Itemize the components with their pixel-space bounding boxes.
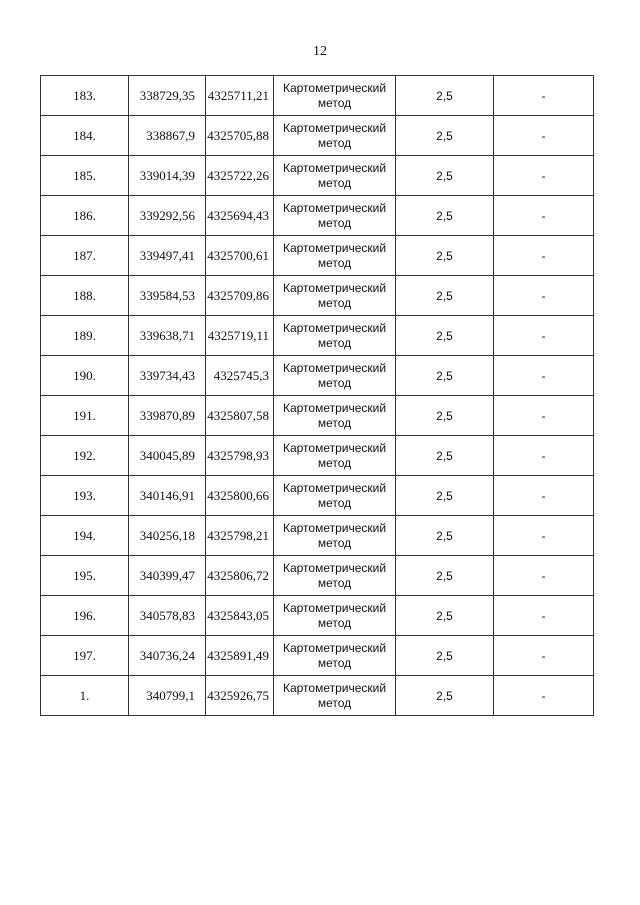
method-line-1: Картометрический — [282, 160, 387, 175]
table-row — [41, 196, 594, 236]
accuracy-cell: 2,5 — [396, 196, 494, 236]
accuracy-cell: 2,5 — [396, 516, 494, 556]
method-line-1: Картометрический — [282, 80, 387, 95]
method-line-2: метод — [317, 335, 352, 350]
x-coordinate-cell: 338729,35 — [129, 76, 206, 116]
accuracy-cell: 2,5 — [396, 676, 494, 716]
method-cell — [274, 276, 396, 316]
note-cell: - — [494, 196, 594, 236]
y-coordinate-cell: 4325745,3 — [206, 356, 274, 396]
method-cell — [274, 396, 396, 436]
point-number-cell: 191. — [41, 396, 129, 436]
note-cell: - — [494, 476, 594, 516]
method-line-1: Картометрический — [282, 240, 387, 255]
note-cell: - — [494, 596, 594, 636]
method-cell — [274, 556, 396, 596]
accuracy-cell: 2,5 — [396, 316, 494, 356]
table-row — [41, 156, 594, 196]
accuracy-cell: 2,5 — [396, 156, 494, 196]
x-coordinate-cell: 339497,41 — [129, 236, 206, 276]
method-line-2: метод — [317, 495, 352, 510]
point-number-cell: 187. — [41, 236, 129, 276]
y-coordinate-cell: 4325891,49 — [206, 636, 274, 676]
table-row — [41, 276, 594, 316]
note-cell: - — [494, 116, 594, 156]
accuracy-cell: 2,5 — [396, 436, 494, 476]
method-line-1: Картометрический — [282, 200, 387, 215]
x-coordinate-cell: 340736,24 — [129, 636, 206, 676]
method-line-1: Картометрический — [282, 640, 387, 655]
method-cell — [274, 436, 396, 476]
y-coordinate-cell: 4325800,66 — [206, 476, 274, 516]
method-line-1: Картометрический — [282, 680, 387, 695]
coordinates-table-body — [41, 76, 594, 716]
table-row — [41, 516, 594, 556]
method-line-2: метод — [317, 215, 352, 230]
y-coordinate-cell: 4325719,11 — [206, 316, 274, 356]
method-line-1: Картометрический — [282, 360, 387, 375]
y-coordinate-cell: 4325798,93 — [206, 436, 274, 476]
table-row — [41, 556, 594, 596]
method-line-2: метод — [317, 255, 352, 270]
x-coordinate-cell: 339734,43 — [129, 356, 206, 396]
x-coordinate-cell: 338867,9 — [129, 116, 206, 156]
method-cell — [274, 636, 396, 676]
accuracy-cell: 2,5 — [396, 396, 494, 436]
x-coordinate-cell: 339292,56 — [129, 196, 206, 236]
point-number-cell: 183. — [41, 76, 129, 116]
note-cell: - — [494, 316, 594, 356]
table-row — [41, 76, 594, 116]
coordinates-table — [40, 75, 594, 716]
y-coordinate-cell: 4325722,26 — [206, 156, 274, 196]
point-number-cell: 188. — [41, 276, 129, 316]
point-number-cell: 1. — [41, 676, 129, 716]
y-coordinate-cell: 4325926,75 — [206, 676, 274, 716]
note-cell: - — [494, 236, 594, 276]
y-coordinate-cell: 4325798,21 — [206, 516, 274, 556]
point-number-cell: 185. — [41, 156, 129, 196]
point-number-cell: 197. — [41, 636, 129, 676]
x-coordinate-cell: 339870,89 — [129, 396, 206, 436]
table-row — [41, 596, 594, 636]
method-line-2: метод — [317, 135, 352, 150]
note-cell: - — [494, 76, 594, 116]
x-coordinate-cell: 340578,83 — [129, 596, 206, 636]
accuracy-cell: 2,5 — [396, 116, 494, 156]
point-number-cell: 190. — [41, 356, 129, 396]
y-coordinate-cell: 4325711,21 — [206, 76, 274, 116]
method-line-1: Картометрический — [282, 280, 387, 295]
method-cell — [274, 516, 396, 556]
y-coordinate-cell: 4325843,05 — [206, 596, 274, 636]
y-coordinate-cell: 4325806,72 — [206, 556, 274, 596]
table-row — [41, 236, 594, 276]
method-line-2: метод — [317, 615, 352, 630]
accuracy-cell: 2,5 — [396, 276, 494, 316]
accuracy-cell: 2,5 — [396, 636, 494, 676]
note-cell: - — [494, 676, 594, 716]
note-cell: - — [494, 156, 594, 196]
accuracy-cell: 2,5 — [396, 596, 494, 636]
x-coordinate-cell: 340399,47 — [129, 556, 206, 596]
method-cell — [274, 236, 396, 276]
method-line-1: Картометрический — [282, 320, 387, 335]
method-line-2: метод — [317, 455, 352, 470]
x-coordinate-cell: 339584,53 — [129, 276, 206, 316]
method-line-2: метод — [317, 575, 352, 590]
page-number: 12 — [313, 44, 327, 59]
table-row — [41, 356, 594, 396]
x-coordinate-cell: 340799,1 — [129, 676, 206, 716]
x-coordinate-cell: 340146,91 — [129, 476, 206, 516]
method-line-2: метод — [317, 695, 352, 710]
point-number-cell: 193. — [41, 476, 129, 516]
point-number-cell: 194. — [41, 516, 129, 556]
point-number-cell: 186. — [41, 196, 129, 236]
note-cell: - — [494, 396, 594, 436]
accuracy-cell: 2,5 — [396, 556, 494, 596]
method-cell — [274, 156, 396, 196]
point-number-cell: 189. — [41, 316, 129, 356]
method-cell — [274, 476, 396, 516]
accuracy-cell: 2,5 — [396, 356, 494, 396]
point-number-cell: 196. — [41, 596, 129, 636]
table-row — [41, 636, 594, 676]
accuracy-cell: 2,5 — [396, 236, 494, 276]
method-cell — [274, 76, 396, 116]
note-cell: - — [494, 636, 594, 676]
note-cell: - — [494, 356, 594, 396]
method-line-1: Картометрический — [282, 480, 387, 495]
y-coordinate-cell: 4325807,58 — [206, 396, 274, 436]
method-cell — [274, 316, 396, 356]
note-cell: - — [494, 516, 594, 556]
method-cell — [274, 116, 396, 156]
x-coordinate-cell: 340256,18 — [129, 516, 206, 556]
method-line-2: метод — [317, 95, 352, 110]
table-row — [41, 476, 594, 516]
method-cell — [274, 676, 396, 716]
point-number-cell: 184. — [41, 116, 129, 156]
y-coordinate-cell: 4325700,61 — [206, 236, 274, 276]
accuracy-cell: 2,5 — [396, 76, 494, 116]
point-number-cell: 192. — [41, 436, 129, 476]
method-line-1: Картометрический — [282, 520, 387, 535]
x-coordinate-cell: 339638,71 — [129, 316, 206, 356]
method-cell — [274, 596, 396, 636]
y-coordinate-cell: 4325705,88 — [206, 116, 274, 156]
note-cell: - — [494, 276, 594, 316]
method-line-2: метод — [317, 375, 352, 390]
point-number-cell: 195. — [41, 556, 129, 596]
method-line-2: метод — [317, 655, 352, 670]
method-line-2: метод — [317, 295, 352, 310]
table-row — [41, 396, 594, 436]
method-line-2: метод — [317, 175, 352, 190]
method-line-2: метод — [317, 535, 352, 550]
x-coordinate-cell: 339014,39 — [129, 156, 206, 196]
method-cell — [274, 196, 396, 236]
method-line-1: Картометрический — [282, 120, 387, 135]
method-line-2: метод — [317, 415, 352, 430]
table-row — [41, 436, 594, 476]
method-line-1: Картометрический — [282, 400, 387, 415]
accuracy-cell: 2,5 — [396, 476, 494, 516]
y-coordinate-cell: 4325709,86 — [206, 276, 274, 316]
note-cell: - — [494, 556, 594, 596]
method-line-1: Картометрический — [282, 440, 387, 455]
table-row — [41, 116, 594, 156]
y-coordinate-cell: 4325694,43 — [206, 196, 274, 236]
table-row — [41, 676, 594, 716]
note-cell: - — [494, 436, 594, 476]
table-row — [41, 316, 594, 356]
method-line-1: Картометрический — [282, 560, 387, 575]
x-coordinate-cell: 340045,89 — [129, 436, 206, 476]
method-line-1: Картометрический — [282, 600, 387, 615]
method-cell — [274, 356, 396, 396]
